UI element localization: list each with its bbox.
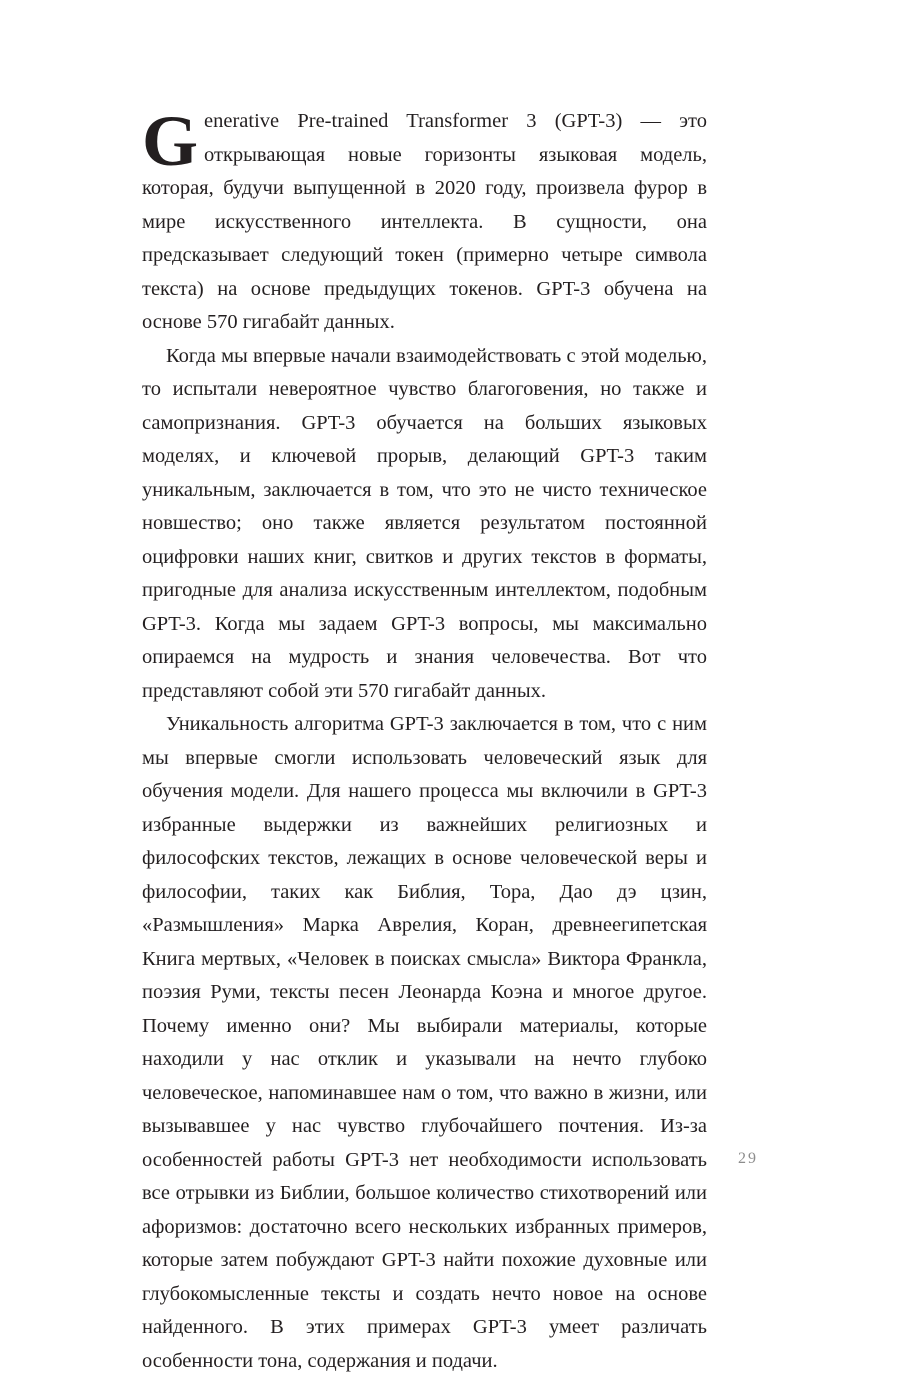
- book-page-body: [142, 101, 707, 1378]
- paragraph-intro-text: enerative Pre-trained Transformer 3 (GPT-3) — это открывающая новые горизонты языковая модель, которая, будучи выпущенной в 2020 году, произвела фурор в мире искусственного интеллекта. В сущности, она предсказывает следующий токен (примерно четыре символа текста) на основе предыдущих токенов. GPT-3 обучена на основе 570 гигабайт данных.: [142, 110, 707, 333]
- paragraph-intro: [142, 101, 707, 340]
- paragraph-uniqueness: Уникальность алгоритма GPT-3 заключается в том, что с ним мы впервые смогли использовать человеческий язык для обучения модели. Для нашего процесса мы включили в GPT-3 избранные выдержки из важнейших религиозных и философских текстов, лежащих в основе человеческой веры и философии, таких как Библия, Тора, Дао дэ цзин, «Размышления» Марка Аврелия, Коран, древнеегипетская Книга мертвых, «Человек в поисках смысла» Виктора Франкла, поэзия Руми, тексты песен Леонарда Коэна и многое другое. Почему именно они? Мы выбирали материалы, которые находили у нас отклик и указывали на нечто глубоко человеческое, напоминавшее нам о том, что важно в жизни, или вызывавшее у нас чувство глубочайшего почтения. Из-за особенностей работы GPT-3 нет необходимости использовать все отрывки из Библии, большое количество стихотворений или афоризмов: достаточно всего нескольких избранных примеров, которые затем побуждают GPT-3 найти похожие духовные или глубокомысленные тексты и создать нечто новое на основе найденного. В этих примерах GPT-3 умеет различать особенности тона, содержания и подачи.: [142, 713, 707, 1372]
- paragraph-impressions: Когда мы впервые начали взаимодействовать с этой моделью, то испытали невероятное чувство благоговения, но также и самопризнания. GPT-3 обучается на больших языковых моделях, и ключевой прорыв, делающий GPT-3 таким уникальным, заключается в том, что это не чисто техническое новшество; оно также является результатом постоянной оцифровки наших книг, свитков и других текстов в форматы, пригодные для анализа искусственным интеллектом, подобным GPT-3. Когда мы задаем GPT-3 вопросы, мы максимально опираемся на мудрость и знания человечества. Вот что представляют собой эти 570 гигабайт данных.: [142, 344, 707, 702]
- drop-cap-letter: G: [142, 101, 199, 181]
- page-number: 29: [738, 1150, 758, 1167]
